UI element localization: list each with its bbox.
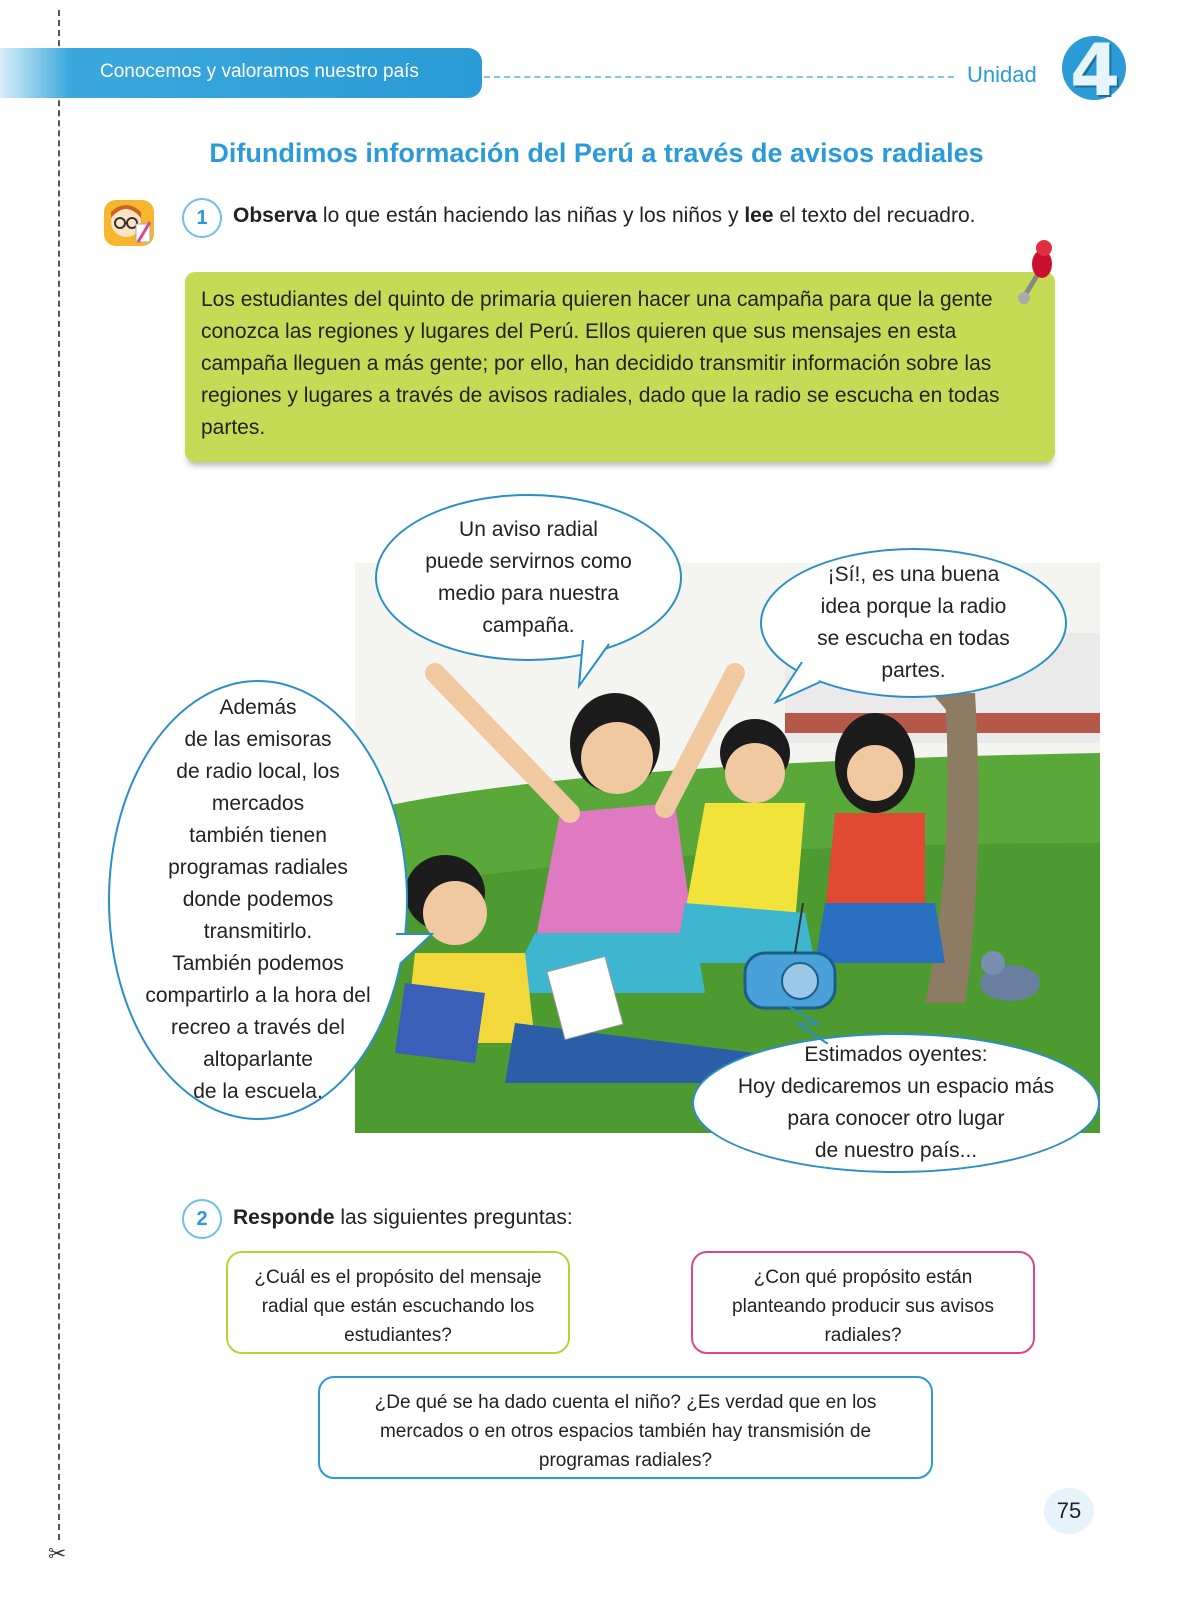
speech-bubble-top-center: Un aviso radial puede servirnos como medio para nuestra campaña. — [375, 494, 682, 661]
speech-bubble-left: Además de las emisoras de radio local, los mercados también tienen programas radiales donde podemos transmitirlo. También podemos compartirlo a la hora del recreo a través del altoparlante de la escuela. — [108, 680, 408, 1120]
speech-bubble-radio: Estimados oyentes: Hoy dedicaremos un espacio más para conocer otro lugar de nuestro país... — [692, 1033, 1100, 1173]
scissors-icon: ✂ — [48, 1542, 67, 1567]
teacher-icon — [102, 198, 156, 248]
question-box-2: ¿Con qué propósito están planteando producir sus avisos radiales? — [691, 1251, 1035, 1354]
unit-label: Unidad — [967, 62, 1037, 87]
instruction-verb-lee: lee — [744, 204, 774, 227]
instruction-text-part2: el texto del recuadro. — [773, 204, 976, 227]
instruction-text-part1: lo que están haciendo las niñas y los niños y — [317, 204, 745, 227]
question-box-3: ¿De qué se ha dado cuenta el niño? ¿Es verdad que en los mercados o en otros espacios también hay transmisión de programas radiales? — [318, 1376, 933, 1479]
activity-1-instruction — [233, 204, 976, 228]
activity-1-number: 1 — [182, 198, 222, 238]
unit-number: 4 — [1070, 28, 1121, 112]
instruction-verb-responde: Responde — [233, 1206, 335, 1229]
page-title: Difundimos información del Perú a través de avisos radiales — [209, 138, 984, 168]
bubble-tail — [772, 662, 822, 707]
bubble-tail — [575, 640, 615, 690]
context-text: Los estudiantes del quinto de primaria quieren hacer una campaña para que la gente conozca las regiones y lugares del Perú. Ellos quieren que sus mensajes en esta campaña lleguen a más gente; por ello, han decidido transmitir información sobre las regiones y lugares a través de avisos radiales, dado que la radio se escucha en todas partes. — [201, 288, 1000, 439]
section-title: Conocemos y valoramos nuestro país — [100, 61, 419, 82]
instruction-verb-observa: Observa — [233, 204, 318, 227]
activity-2-number: 2 — [182, 1199, 222, 1239]
pushpin-icon — [1012, 238, 1062, 318]
cut-line — [58, 10, 60, 1540]
question-box-1: ¿Cuál es el propósito del mensaje radial que están escuchando los estudiantes? — [226, 1251, 570, 1354]
page-number: 75 — [1044, 1488, 1094, 1534]
header-divider — [484, 76, 954, 78]
bubble-tail-zigzag — [788, 1004, 848, 1044]
speech-bubble-top-right: ¡Sí!, es una buena idea porque la radio se escucha en todas partes. — [760, 548, 1067, 698]
instruction-text: las siguientes preguntas: — [334, 1206, 573, 1229]
activity-2-instruction — [233, 1206, 573, 1230]
context-box — [185, 272, 1055, 462]
bubble-tail — [396, 930, 436, 970]
